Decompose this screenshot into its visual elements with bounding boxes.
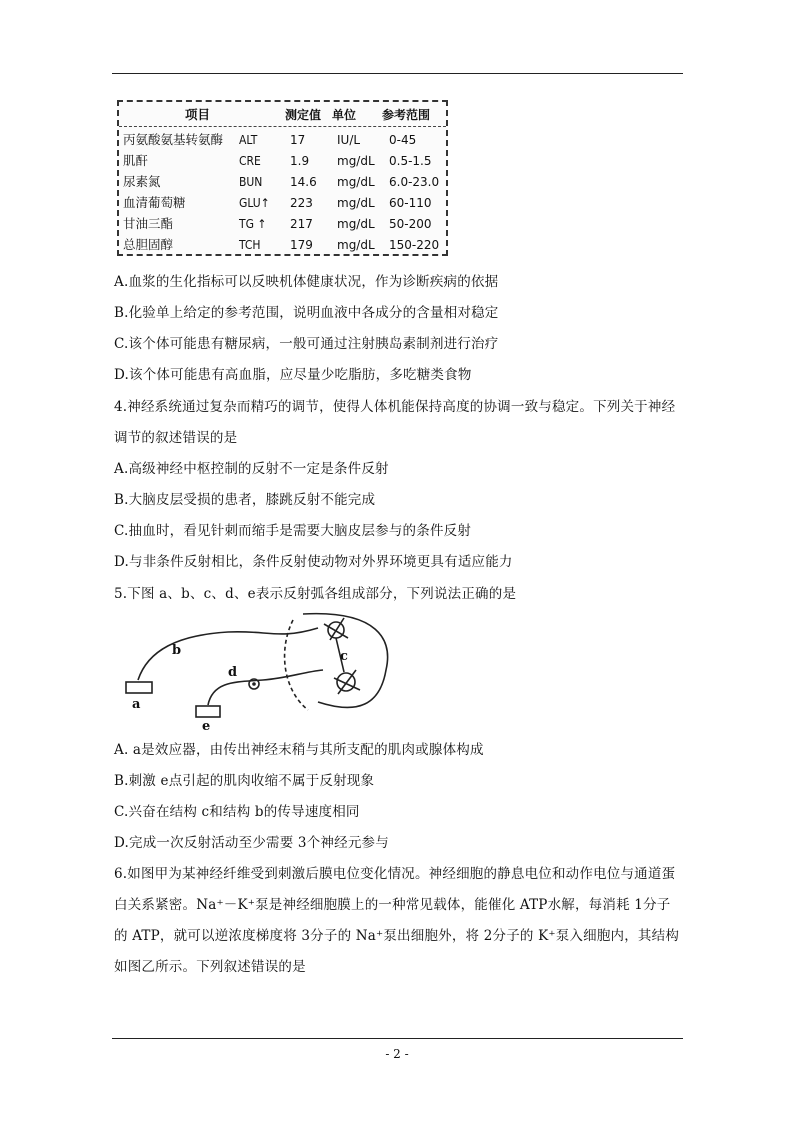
row-item: 总胆固醇 <box>123 237 174 252</box>
row-item: 丙氨酸氨基转氨酶 <box>123 132 224 147</box>
q4-stem: 4.神经系统通过复杂而精巧的调节，使得人体机能保持高度的协调一致与稳定。下列关于神经 <box>114 399 676 415</box>
row-unit: mg/dL <box>337 175 375 189</box>
receptor-box <box>126 682 152 693</box>
row-item: 尿素氮 <box>123 174 161 189</box>
page-number: - 2 - <box>385 1047 409 1061</box>
row-unit: mg/dL <box>337 154 375 168</box>
q3-option-a: A.血浆的生化指标可以反映机体健康状况，作为诊断疾病的依据 <box>114 274 499 290</box>
table-row <box>119 172 446 192</box>
table-header-row <box>119 105 446 125</box>
header-range: 参考范围 <box>382 108 431 122</box>
header-unit: 单位 <box>332 108 357 122</box>
header-item: 项目 <box>185 107 211 122</box>
table-row <box>119 235 446 255</box>
row-unit: mg/dL <box>337 196 375 210</box>
row-value: 179 <box>290 238 313 252</box>
label-c: c <box>340 649 348 664</box>
table-header-divider <box>119 126 446 127</box>
table-row <box>119 193 446 213</box>
row-code: ALT <box>239 133 258 147</box>
effector-box <box>196 706 220 717</box>
q5-option-b: B.刺激 e点引起的肌肉收缩不属于反射现象 <box>114 773 375 789</box>
row-value: 17 <box>290 133 306 147</box>
q4-option-b: B.大脑皮层受损的患者，膝跳反射不能完成 <box>114 492 376 508</box>
q5-stem: 5.下图 a、b、c、d、e表示反射弧各组成部分，下列说法正确的是 <box>114 586 517 602</box>
table-row <box>119 214 446 234</box>
q5-option-d: D.完成一次反射活动至少需要 3个神经元参与 <box>114 835 389 851</box>
q6-stem-line1: 6.如图甲为某神经纤维受到刺激后膜电位变化情况。神经细胞的静息电位和动作电位与通道蛋 <box>114 866 676 882</box>
row-unit: mg/dL <box>337 238 375 252</box>
row-code: CRE <box>239 154 261 168</box>
row-code: GLU↑ <box>239 196 270 210</box>
row-code: TG ↑ <box>239 217 267 231</box>
row-range: 150-220 <box>389 238 440 252</box>
row-range: 0-45 <box>389 133 417 147</box>
row-code: TCH <box>239 238 261 252</box>
q4-option-d: D.与非条件反射相比，条件反射使动物对外界环境更具有适应能力 <box>114 554 513 570</box>
q6-stem-line4: 如图乙所示。下列叙述错误的是 <box>114 959 306 975</box>
q3-option-d: D.该个体可能患有高血脂，应尽量少吃脂肪，多吃糖类食物 <box>114 367 472 383</box>
row-unit: mg/dL <box>337 217 375 231</box>
label-a: a <box>132 697 141 712</box>
ganglion-dot <box>252 682 256 686</box>
q6-stem-line3: 的 ATP，就可以逆浓度梯度将 3分子的 Na⁺泵出细胞外，将 2分子的 K⁺泵入细胞内，其结构 <box>114 928 680 944</box>
row-item: 甘油三酯 <box>123 216 174 231</box>
row-range: 6.0-23.0 <box>389 175 440 189</box>
q3-option-c: C.该个体可能患有糖尿病，一般可通过注射胰岛素制剂进行治疗 <box>114 336 499 352</box>
q5-option-a: A. a是效应器，由传出神经末稍与其所支配的肌肉或腺体构成 <box>114 742 484 758</box>
q6-stem-line2: 白关系紧密。Na⁺－K⁺泵是神经细胞膜上的一种常见载体，能催化 ATP水解，每消耗 1分子 <box>114 897 671 913</box>
row-value: 14.6 <box>290 175 317 189</box>
row-unit: IU/L <box>337 133 361 147</box>
label-e: e <box>202 719 211 730</box>
header-value: 测定值 <box>285 108 322 122</box>
row-value: 1.9 <box>290 154 310 168</box>
table-row <box>119 151 446 171</box>
header-rule <box>112 73 683 74</box>
row-range: 50-200 <box>389 217 432 231</box>
row-value: 217 <box>290 217 313 231</box>
efferent-nerve <box>208 670 323 705</box>
lab-result-table <box>117 100 448 256</box>
q4-option-c: C.抽血时，看见针刺而缩手是需要大脑皮层参与的条件反射 <box>114 523 472 539</box>
q4-stem-cont: 调节的叙述错误的是 <box>114 430 238 446</box>
row-item: 肌酐 <box>123 153 149 168</box>
footer-rule <box>112 1038 683 1039</box>
row-range: 60-110 <box>389 196 432 210</box>
row-value: 223 <box>290 196 313 210</box>
q4-option-a: A.高级神经中枢控制的反射不一定是条件反射 <box>114 461 389 477</box>
row-range: 0.5-1.5 <box>389 154 432 168</box>
table-row <box>119 130 446 150</box>
q5-option-c: C.兴奋在结构 c和结构 b的传导速度相同 <box>114 804 360 820</box>
row-item: 血清葡萄糖 <box>123 195 186 210</box>
row-code: BUN <box>239 175 263 189</box>
q3-option-b: B.化验单上给定的参考范围，说明血液中各成分的含量相对稳定 <box>114 305 499 321</box>
label-d: d <box>228 665 238 680</box>
label-b: b <box>172 643 182 658</box>
reflex-arc-figure <box>118 610 398 730</box>
